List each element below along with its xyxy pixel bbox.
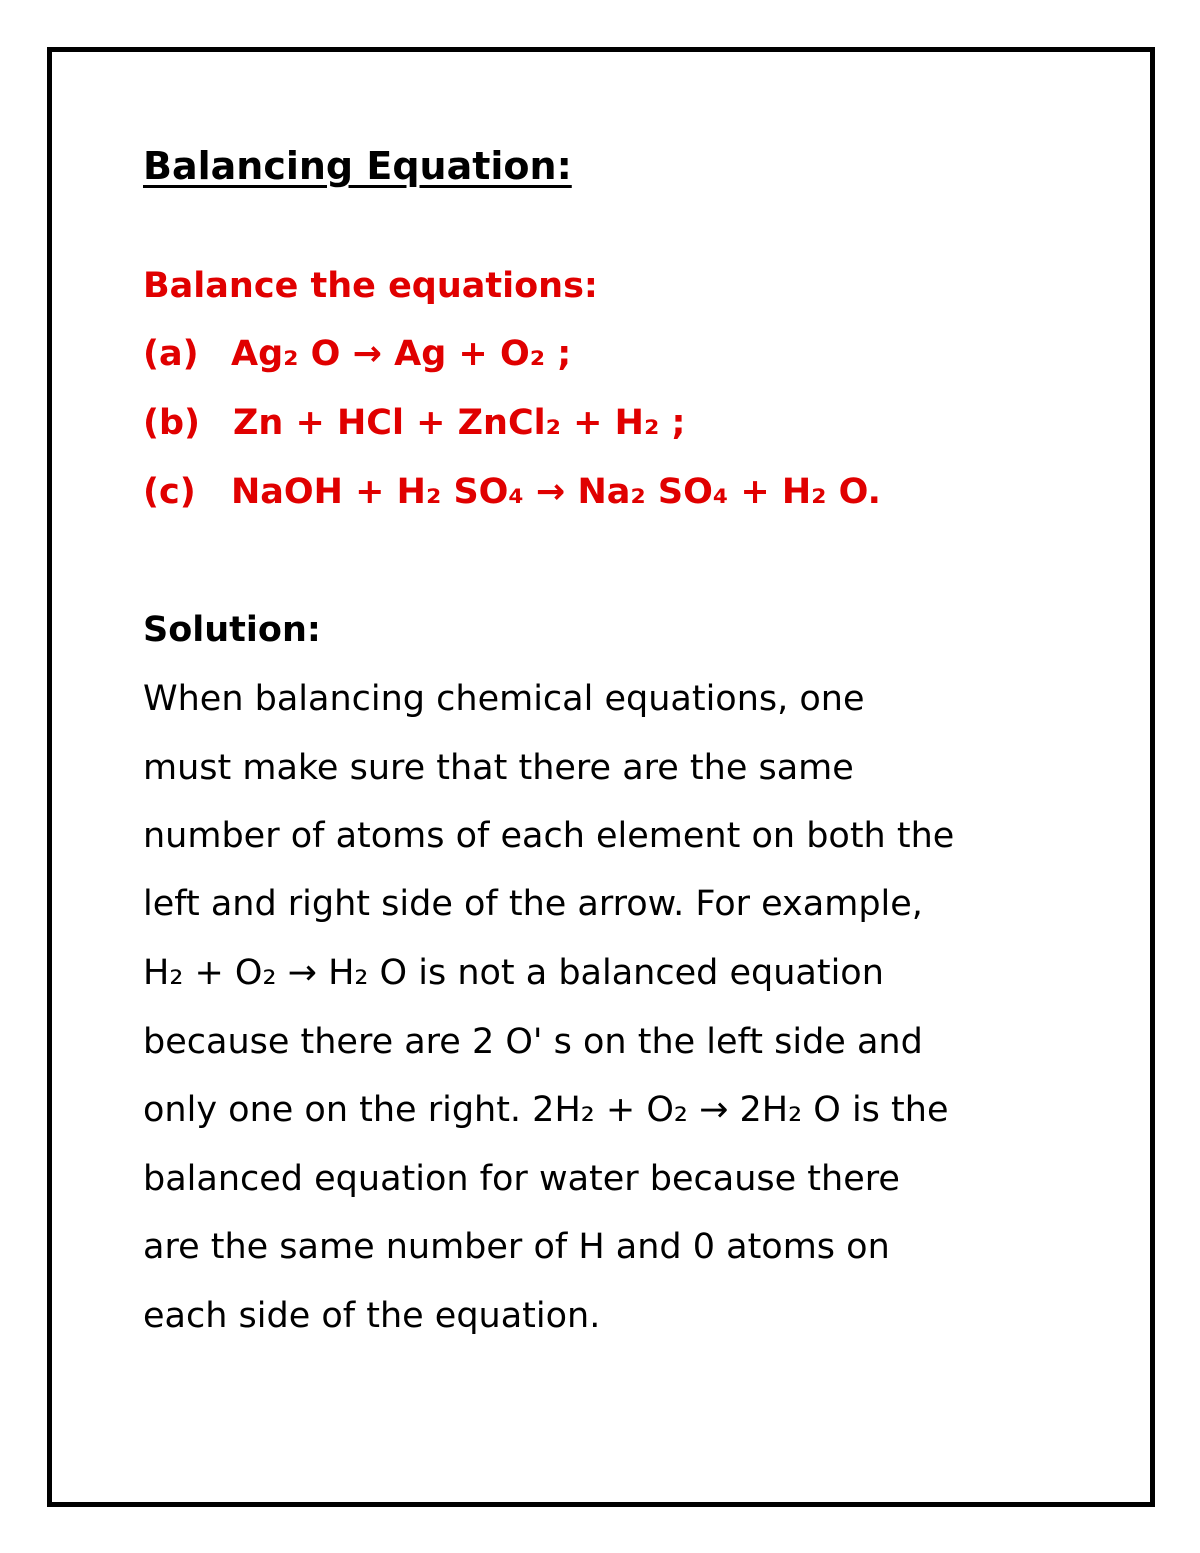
equation-text: NaOH + H₂ SO₄ → Na₂ SO₄ + H₂ O. [231,472,881,512]
solution-line: only one on the right. 2H₂ + O₂ → 2H₂ O is the [143,1090,949,1130]
equation-b [143,399,685,447]
solution-line: balanced equation for water because there [143,1159,900,1199]
equation-text: Ag₂ O → Ag + O₂ ; [231,334,572,374]
equation-text: Zn + HCl + ZnCl₂ + H₂ ; [233,403,686,443]
equation-label: (b) [143,403,201,443]
solution-line: each side of the equation. [143,1296,601,1336]
document-title: Balancing Equation: [143,144,572,188]
problem-heading: Balance the equations: [143,266,598,306]
solution-line: because there are 2 O' s on the left side and [143,1022,923,1062]
equation-c [143,468,881,516]
equation-a [143,330,571,378]
solution-line: left and right side of the arrow. For example, [143,884,923,924]
solution-line: H₂ + O₂ → H₂ O is not a balanced equation [143,953,884,993]
solution-line: When balancing chemical equations, one [143,679,865,719]
solution-line: are the same number of H and 0 atoms on [143,1227,890,1267]
equation-label: (c) [143,472,196,512]
solution-line: must make sure that there are the same [143,748,854,788]
equation-label: (a) [143,334,199,374]
solution-heading: Solution: [143,610,321,650]
solution-line: number of atoms of each element on both the [143,816,955,856]
